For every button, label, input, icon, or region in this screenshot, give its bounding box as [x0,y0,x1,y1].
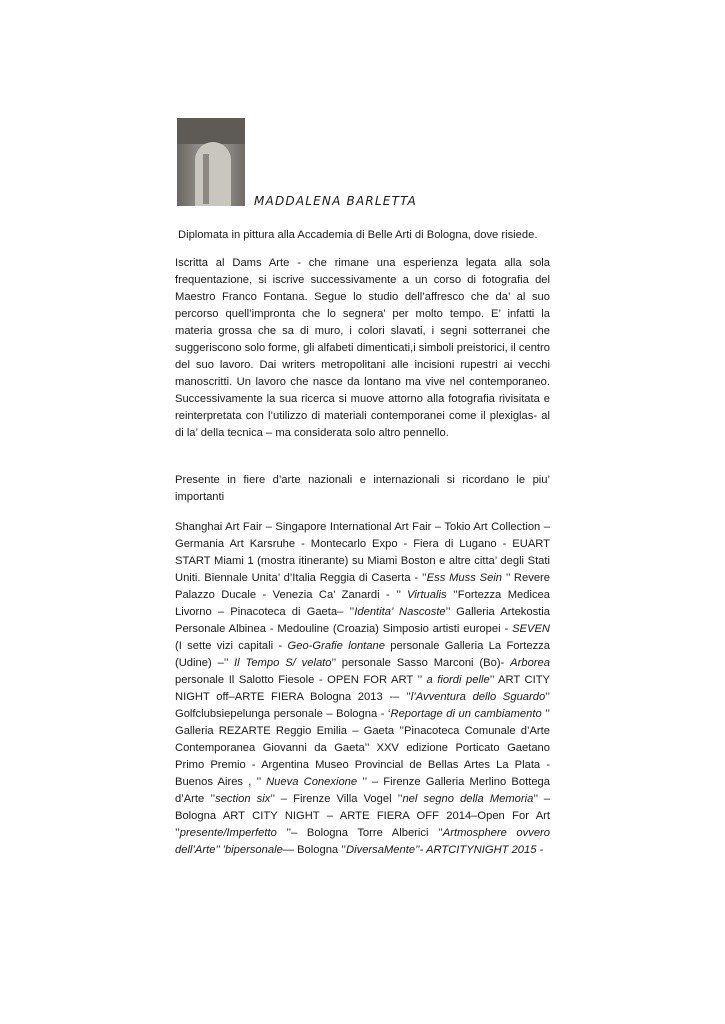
paragraph-exhibitions-list [175,519,550,859]
exhibition-text: ’’ Galleria Artekostia Personale Albinea - Medouline (Croazia) Simposio artisti europei - [175,606,551,635]
paragraph-fairs-intro: Presente in fiere d’arte nazionali e internazionali si ricordano le piu’ importanti [175,474,550,503]
exhibition-text: personale Galleria La Fortezza (Udine) –’’ [175,640,550,669]
photo-shadow [177,118,245,144]
exhibition-text: ’’Fortezza Medicea Livorno – Pinacoteca di Gaeta– ’’ [175,589,550,618]
exhibition-title: Ess Muss Sein [426,572,502,584]
exhibition-text: personale Il Salotto Fiesole - OPEN FOR ART ’’ [175,674,427,686]
exhibition-text: ’’– Bologna Torre Alberici ’’ [276,827,443,839]
exhibition-title: Il Tempo S/ velato [234,657,332,669]
exhibition-title: Artmosphere ovvero dell’Arte’’ ’bipersonale [175,827,550,856]
exhibition-text: ’’ personale Sasso Marconi (Bo)- [331,657,511,669]
exhibition-title: nel segno della Memoria [402,793,534,805]
exhibition-text: ’’ Golfclubsiepelunga personale – Bologna - ‘ [175,691,550,720]
exhibition-text: ’’ ART CITY NIGHT off–ARTE FIERA Bologna 2013 -– ’’ [175,674,551,703]
exhibition-text: ’’ Revere Palazzo Ducale - Venezia Ca’ Zanardi - ’’ [175,572,550,601]
exhibition-text: (I sette vizi capitali - [175,640,288,652]
exhibition-title: Virtualis [406,589,447,601]
exhibition-title: l’Avventura dello Sguardo [410,691,546,703]
artist-photo [177,118,245,206]
paragraph-biography: Iscritta al Dams Arte - che rimane una esperienza legata alla sola frequentazione, si iscrive successivamente a un corso di fotografia del Maestro Franco Fontana. Segue lo studio dell’affresco che da’ al suo percorso quell’impronta che lo segnera’ per molto tempo. E’ infatti la materia grossa che sa di muro, i colori slavati, i segni sotterranei che suggeriscono solo forme, gli alfabeti dimenticati,i simboli preistorici, il centro del suo lavoro. Dai writers metropolitani alle incisioni rupestri ai vecchi manoscritti. Un lavoro che nasce da lontano ma vive nel contemporaneo. Successivamente la sua ricerca si muove attorno alla fotografia rivisitata e reinterpretata con l’utilizzo di materiali contemporanei come il plexiglas- al di la’ della tecnica – ma considerata solo altro pennello. [175,257,550,439]
exhibition-text: ’’ – Firenze Villa Vogel ’’ [270,793,403,805]
exhibition-title: Reportage di un cambiamento [390,708,542,720]
exhibition-title: Nueva Conexione [266,776,358,788]
exhibition-title: Identita’ Nascoste [354,606,446,618]
exhibition-text: ’’ – Firenze Galleria Merlino Bottega d’Arte ’’ [175,776,550,805]
exhibition-text: — Bologna ’’ [282,844,347,856]
exhibition-title: a fiordi pelle [426,674,490,686]
exhibition-text: Shanghai Art Fair – Singapore International Art Fair – Tokio Art Collection – Germania Art Karsruhe - Montecarlo Expo - Fiera di Lugano - EUART START Miami 1 (mostra itinerante) su Miami Boston e altre citta’ degli Stati Uniti. Biennale Unita’ d’Italia Reggia di Caserta - ’’ [175,521,550,584]
exhibition-title: Geo-Grafie lontane [287,640,385,652]
exhibition-title: section six [215,793,271,805]
exhibition-text: ’’ – Bologna ART CITY NIGHT – ARTE FIERA OFF 2014–Open For Art ’’ [175,793,551,839]
exhibition-title: SEVEN [512,623,550,635]
exhibition-text: ’’ Galleria REZARTE Reggio Emilia – Gaeta ’’Pinacoteca Comunale d’Arte Contemporanea Giovanni da Gaeta’’ XXV edizione Porticato Gaetano Primo Premio - Argentina Museo Provincial de Bellas Artes La Plata - Buenos Aires , ’’ [175,708,550,788]
photo-arch [195,142,231,206]
exhibition-title: Arborea [510,657,550,669]
exhibition-title: presente/Imperfetto [179,827,277,839]
artist-name: MADDALENA BARLETTA [254,194,417,208]
exhibition-title: DiversaMente’’- ARTCITYNIGHT 2015 - [346,844,544,856]
paragraph-education: Diplomata in pittura alla Accademia di Belle Arti di Bologna, dove risiede. [178,229,538,241]
